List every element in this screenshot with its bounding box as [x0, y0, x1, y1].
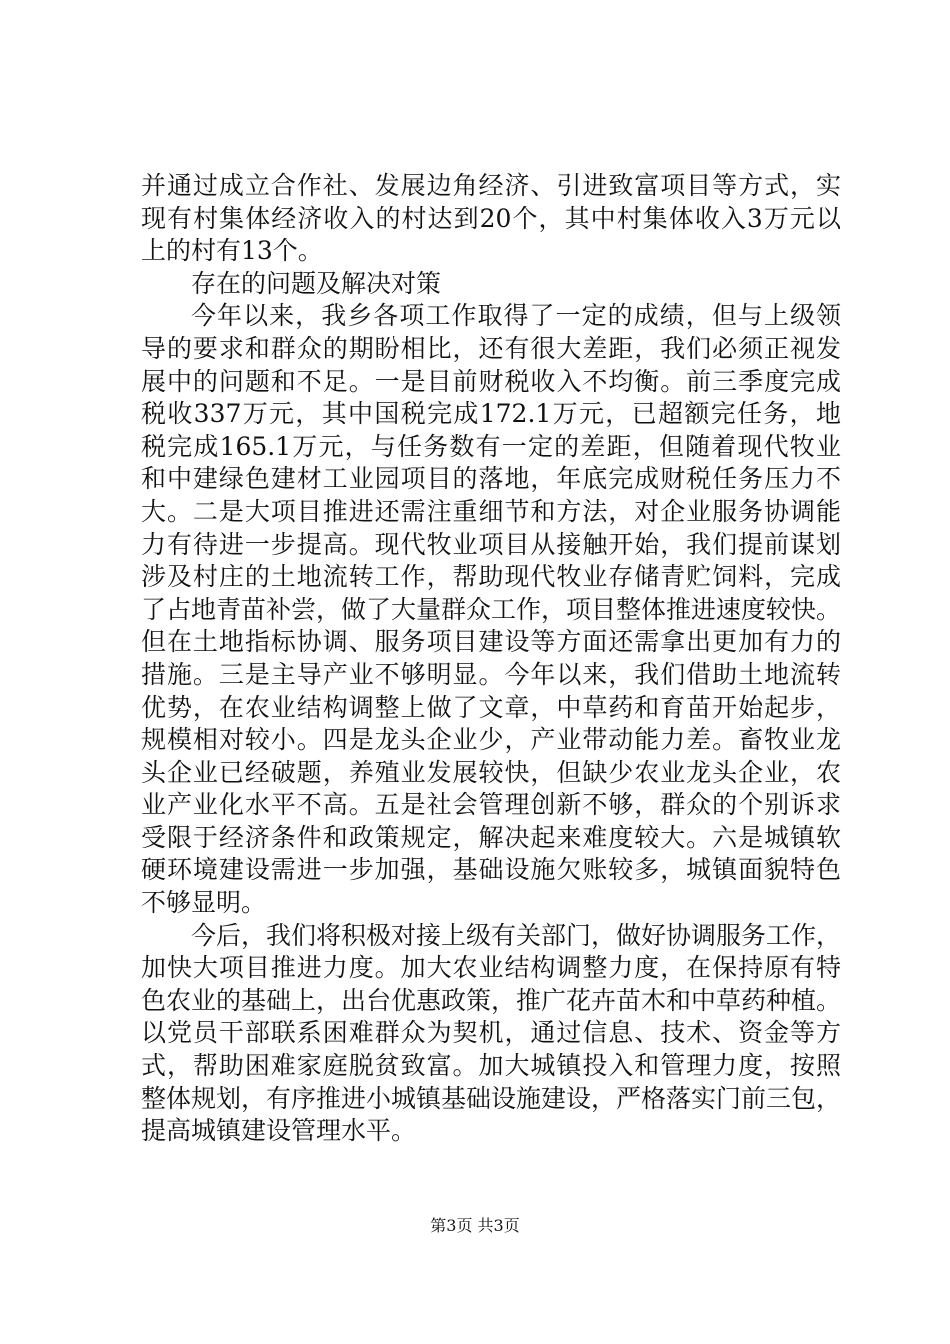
text-line: 现有村集体经济收入的村达到20个，其中村集体收入3万元以 — [141, 203, 841, 233]
text-line: 色农业的基础上，出台优惠政策，推广花卉苗木和中草药种植。 — [141, 985, 842, 1015]
text-line: 涉及村庄的土地流转工作，帮助现代牧业存储青贮饲料，完成 — [141, 562, 841, 592]
text-line: 规模相对较小。四是龙头企业少，产业带动能力差。畜牧业龙 — [141, 725, 841, 755]
text-line: 以党员干部联系困难群众为契机，通过信息、技术、资金等方 — [141, 1018, 841, 1048]
text-line: 措施。三是主导产业不够明显。今年以来，我们借助土地流转 — [141, 659, 841, 689]
text-line: 并通过成立合作社、发展边角经济、引进致富项目等方式，实 — [141, 171, 841, 200]
text-line: 业产业化水平不高。五是社会管理创新不够，群众的个别诉求 — [141, 790, 841, 820]
text-line: 导的要求和群众的期盼相比，还有很大差距，我们必须正视发 — [141, 333, 841, 363]
text-line: 优势，在农业结构调整上做了文章，中草药和育苗开始起步， — [141, 692, 841, 722]
document-body — [141, 170, 841, 1148]
page-footer: 第3页 共3页 — [430, 1216, 520, 1235]
text-line: 硬环境建设需进一步加强，基础设施欠账较多，城镇面貌特色 — [141, 855, 841, 885]
text-line: 展中的问题和不足。一是目前财税收入不均衡。前三季度完成 — [141, 366, 841, 396]
text-line: 式，帮助困难家庭脱贫致富。加大城镇投入和管理力度，按照 — [141, 1051, 841, 1081]
text-line: 提高城镇建设管理水平。 — [141, 1116, 417, 1146]
text-line: 存在的问题及解决对策 — [191, 268, 442, 298]
text-line: 大。二是大项目推进还需注重细节和方法，对企业服务协调能 — [141, 496, 841, 526]
text-line: 今年以来，我乡各项工作取得了一定的成绩，但与上级领 — [191, 301, 841, 331]
text-line: 整体规划，有序推进小城镇基础设施建设，严格落实门前三包， — [141, 1083, 842, 1113]
text-line: 力有待进一步提高。现代牧业项目从接触开始，我们提前谋划 — [141, 529, 841, 559]
text-line: 加快大项目推进力度。加大农业结构调整力度，在保持原有特 — [141, 953, 841, 983]
text-line: 但在土地指标协调、服务项目建设等方面还需拿出更加有力的 — [141, 627, 841, 657]
text-line: 税完成165.1万元，与任务数有一定的差距，但随着现代牧业 — [141, 431, 841, 461]
text-line: 不够显明。 — [141, 888, 267, 918]
text-line: 和中建绿色建材工业园项目的落地，年底完成财税任务压力不 — [141, 464, 841, 494]
text-line: 了占地青苗补尝，做了大量群众工作，项目整体推进速度较快。 — [141, 594, 842, 624]
text-line: 税收337万元，其中国税完成172.1万元，已超额完任务，地 — [141, 399, 841, 429]
text-line: 受限于经济条件和政策规定，解决起来难度较大。六是城镇软 — [141, 822, 841, 852]
text-line: 上的村有13个。 — [141, 236, 323, 266]
text-line: 今后，我们将积极对接上级有关部门，做好协调服务工作， — [191, 920, 842, 950]
text-line: 头企业已经破题，养殖业发展较快，但缺少农业龙头企业，农 — [141, 757, 841, 787]
